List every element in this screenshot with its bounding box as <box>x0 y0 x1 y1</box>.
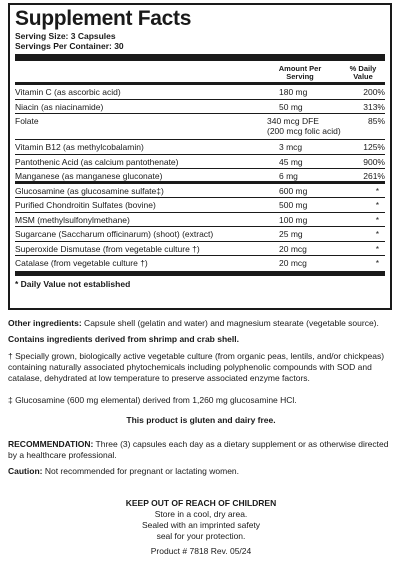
seal-line: seal for your protection. <box>156 531 246 541</box>
dv-footnote: * Daily Value not established <box>15 278 131 289</box>
nutrient-dv: * <box>375 229 379 239</box>
caution-body: Not recommended for pregnant or lactating women. <box>42 466 240 476</box>
other-ingredients-label: Other ingredients: <box>8 318 82 328</box>
other-ingredients <box>8 318 394 329</box>
nutrient-amount: 20 mcg <box>279 243 307 254</box>
caution-label: Caution: <box>8 466 43 476</box>
product-number: Product # 7818 Rev. 05/24 <box>150 546 252 556</box>
nutrient-row <box>15 85 385 100</box>
sealed-line: Sealed with an imprinted safety <box>141 520 261 530</box>
nutrient-dv: 125% <box>363 142 385 152</box>
nutrient-row <box>15 256 385 271</box>
thick-divider <box>15 54 385 61</box>
nutrient-dv: 313% <box>363 101 385 112</box>
storage-line: Store in a cool, dry area. <box>154 509 248 519</box>
nutrient-group-1 <box>15 85 385 114</box>
nutrient-amount: 180 mg <box>279 87 308 97</box>
nutrient-row <box>15 100 385 115</box>
nutrient-name: Catalase (from vegetable culture †) <box>15 258 148 268</box>
nutrient-amount: 25 mg <box>279 229 303 239</box>
nutrient-dv: 261% <box>363 171 385 181</box>
nutrient-name: Glucosamine (as glucosamine sulfate‡) <box>15 185 164 196</box>
nutrient-amount: 6 mg <box>279 171 298 181</box>
keep-out-warning: KEEP OUT OF REACH OF CHILDREN <box>125 498 277 508</box>
nutrient-row <box>15 140 385 155</box>
caution <box>8 466 394 477</box>
nutrient-dv: 200% <box>363 87 385 97</box>
serving-size: Serving Size: 3 Capsules <box>15 31 116 41</box>
nutrient-row <box>15 213 385 228</box>
nutrient-row <box>15 184 385 199</box>
nutrient-amount: 340 mcg DFE <box>267 116 319 126</box>
nutrient-group-3 <box>15 184 385 271</box>
panel-title: Supplement Facts <box>15 7 192 30</box>
nutrient-name: MSM (methylsulfonylmethane) <box>15 214 130 225</box>
nutrient-dv: * <box>375 214 379 225</box>
nutrient-dv: * <box>375 243 379 254</box>
nutrient-amount: 600 mg <box>279 185 308 196</box>
recommendation-label: RECOMMENDATION: <box>8 439 94 449</box>
nutrient-name: Vitamin C (as ascorbic acid) <box>15 87 121 97</box>
nutrient-row <box>15 242 385 257</box>
nutrient-row <box>15 227 385 242</box>
nutrient-amount: 500 mg <box>279 200 308 210</box>
supplement-facts-panel <box>8 3 392 310</box>
nutrient-amount: 100 mg <box>279 214 308 225</box>
nutrient-dv: 900% <box>363 156 385 167</box>
nutrient-amount: 50 mg <box>279 101 303 112</box>
other-ingredients-body: Capsule shell (gelatin and water) and magnesium stearate (vegetable source). <box>81 318 379 328</box>
nutrient-name: Pantothenic Acid (as calcium pantothenate) <box>15 156 179 167</box>
nutrient-name: Superoxide Dismutase (from vegetable culture †) <box>15 243 200 254</box>
contains-statement: Contains ingredients derived from shrimp and crab shell. <box>8 334 239 344</box>
nutrient-row <box>15 198 385 213</box>
nutrient-name: Vitamin B12 (as methylcobalamin) <box>15 142 144 152</box>
amount-column-header: Amount Per Serving <box>278 64 322 81</box>
double-dagger-note: ‡ Glucosamine (600 mg elemental) derived from 1,260 mg glucosamine HCl. <box>8 395 297 405</box>
nutrient-dv: * <box>375 200 379 210</box>
nutrient-row <box>15 169 385 184</box>
nutrient-amount: 45 mg <box>279 156 303 167</box>
nutrient-dv: * <box>375 258 379 268</box>
nutrient-amount: 3 mcg <box>279 142 303 152</box>
servings-per-container: Servings Per Container: 30 <box>15 41 124 51</box>
nutrient-name: Sugarcane (Saccharum officinarum) (shoot) (extract) <box>15 229 214 239</box>
nutrient-row-folate <box>15 114 385 140</box>
nutrient-amount: 20 mcg <box>279 258 307 268</box>
recommendation-body: Three (3) capsules each day as a dietary supplement or as otherwise directed by a healthcare professional. <box>8 439 389 460</box>
nutrient-amount-sub: (200 mcg folic acid) <box>267 126 341 136</box>
nutrient-dv: * <box>375 185 379 196</box>
nutrient-name: Purified Chondroitin Sulfates (bovine) <box>15 200 156 210</box>
column-header <box>15 61 385 82</box>
nutrient-name: Niacin (as niacinamide) <box>15 101 104 112</box>
nutrient-group-2 <box>15 140 385 184</box>
nutrient-row <box>15 155 385 170</box>
recommendation <box>8 439 394 461</box>
gluten-statement: This product is gluten and dairy free. <box>126 415 276 425</box>
daily-value-column-header: % Daily Value <box>349 64 377 81</box>
nutrient-name: Folate <box>15 116 39 126</box>
dagger-note: † Specially grown, biologically active vegetable culture (from organic peas, lentils, and/or chickpeas) containing naturally associated phytochemicals including polyphenolic compounds with SOD and catalase, dehydrated at low temperature to preserve associated enzyme factors. <box>8 351 385 383</box>
nutrient-name: Manganese (as manganese gluconate) <box>15 171 163 181</box>
nutrient-dv: 85% <box>367 116 385 126</box>
